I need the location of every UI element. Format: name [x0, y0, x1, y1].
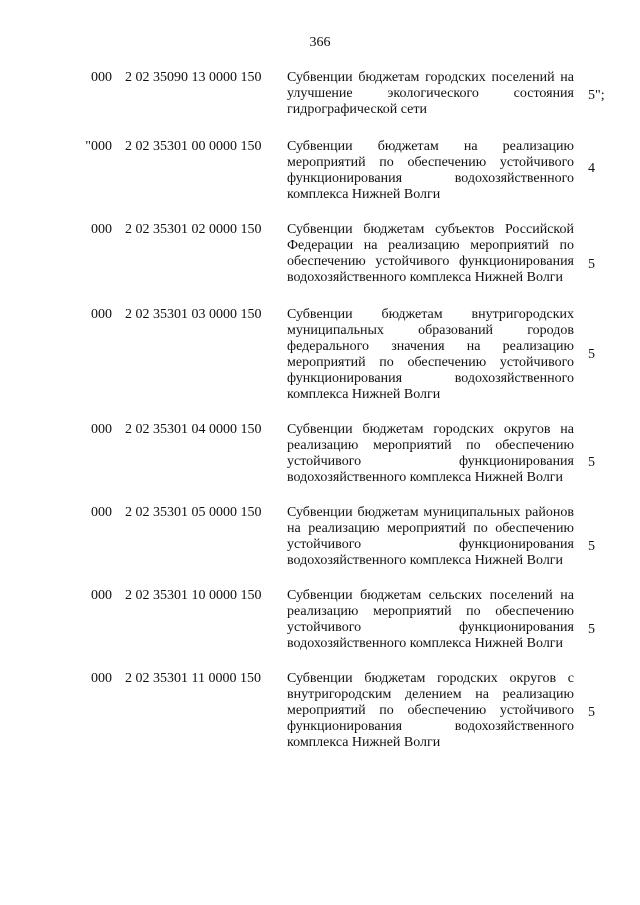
- budget-classification-code: 2 02 35301 10 0000 150: [125, 588, 262, 603]
- budget-classification-code: 2 02 35301 11 0000 150: [125, 671, 261, 686]
- budget-classification-code: 2 02 35301 02 0000 150: [125, 222, 262, 237]
- admin-code: 000: [91, 222, 112, 237]
- revenue-description: Субвенции бюджетам внутригородских муниципальных образований городов федерального значения на реализацию мероприятий по обеспечению устойчивого функционирования водохозяйственного комплекса Нижней Волги: [287, 307, 574, 402]
- row-value: 5: [588, 257, 595, 272]
- revenue-description: Субвенции бюджетам городских округов на реализацию мероприятий по обеспечению устойчивого функционирования водохозяйственного комплекса Нижней Волги: [287, 422, 574, 485]
- budget-classification-code: 2 02 35301 03 0000 150: [125, 307, 262, 322]
- revenue-description: Субвенции бюджетам городских округов с внутригородским делением на реализацию мероприятий по обеспечению устойчивого функционирования водохозяйственного комплекса Нижней Волги: [287, 671, 574, 750]
- budget-classification-code: 2 02 35090 13 0000 150: [125, 70, 262, 85]
- table-row: [0, 505, 640, 588]
- table-row: [0, 139, 640, 222]
- budget-classification-code: 2 02 35301 04 0000 150: [125, 422, 262, 437]
- table-row: [0, 222, 640, 307]
- table-row: [0, 588, 640, 671]
- budget-code-table: [0, 70, 640, 751]
- row-value: 5";: [588, 88, 605, 103]
- revenue-description: Субвенции бюджетам на реализацию мероприятий по обеспечению устойчивого функционирования водохозяйственного комплекса Нижней Волги: [287, 139, 574, 202]
- row-value: 5: [588, 539, 595, 554]
- row-value: 5: [588, 347, 595, 362]
- admin-code: 000: [91, 422, 112, 437]
- table-row: [0, 422, 640, 505]
- budget-classification-code: 2 02 35301 05 0000 150: [125, 505, 262, 520]
- row-value: 5: [588, 705, 595, 720]
- row-value: 4: [588, 161, 595, 176]
- revenue-description: Субвенции бюджетам субъектов Российской Федерации на реализацию мероприятий по обеспечению устойчивого функционирования водохозяйственного комплекса Нижней Волги: [287, 222, 574, 285]
- admin-code: 000: [91, 671, 112, 686]
- row-value: 5: [588, 455, 595, 470]
- table-row: [0, 70, 640, 139]
- admin-code: 000: [91, 70, 112, 85]
- table-row: [0, 307, 640, 422]
- admin-code: 000: [91, 505, 112, 520]
- admin-code: "000: [85, 139, 112, 154]
- revenue-description: Субвенции бюджетам муниципальных районов на реализацию мероприятий по обеспечению устойчивого функционирования водохозяйственного комплекса Нижней Волги: [287, 505, 574, 568]
- table-row: [0, 671, 640, 751]
- admin-code: 000: [91, 307, 112, 322]
- admin-code: 000: [91, 588, 112, 603]
- page-number: 366: [309, 35, 331, 50]
- row-value: 5: [588, 622, 595, 637]
- budget-classification-code: 2 02 35301 00 0000 150: [125, 139, 262, 154]
- revenue-description: Субвенции бюджетам городских поселений на улучшение экологического состояния гидрографической сети: [287, 70, 574, 117]
- revenue-description: Субвенции бюджетам сельских поселений на реализацию мероприятий по обеспечению устойчивого функционирования водохозяйственного комплекса Нижней Волги: [287, 588, 574, 651]
